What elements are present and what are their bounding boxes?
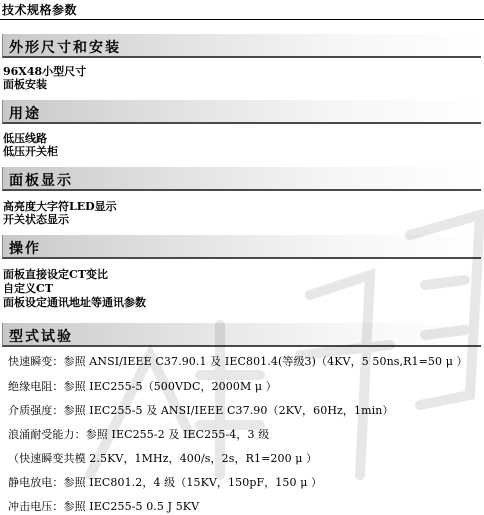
test-spec-line: 浪涌耐受能力：参照 IEC255-2 及 IEC255-4，3 级 [8,428,270,441]
spec-item: 高亮度大字符LED显示 [3,200,117,213]
test-spec-line: 介质强度：参照 IEC255-5 及 ANSI/IEEE C37.90（2KV，60Hz，1min） [8,404,394,417]
spec-item: 低压线路 [3,132,47,145]
spec-item: 低压开关柜 [3,145,58,158]
section-header-dimensions [2,34,481,58]
spec-item: 面板直接设定CT变比 [3,268,108,281]
document-title: 技术规格参数 [2,3,78,17]
section-header-type-tests [2,323,481,347]
section-header-application [2,100,481,124]
section-title: 型式试验 [9,329,73,345]
test-spec-line: 冲击电压：参照 IEC255-5 0.5 J 5KV [8,500,200,513]
test-spec-line: （快速瞬变共模 2.5KV，1MHz，400/s，2s，R1=200 μ ） [8,452,318,465]
section-header-display [2,167,481,191]
test-spec-line: 快速瞬变：参照 ANSI/IEEE C37.90.1 及 IEC801.4(等级3)（4KV，5 50ns,R1=50 μ ） [8,355,468,368]
test-spec-line: 绝缘电阻：参照 IEC255-5（500VDC，2000M μ ） [8,380,277,393]
section-title: 操作 [9,241,41,257]
spec-item: 自定义CT [3,282,53,295]
spec-item: 开关状态显示 [3,213,69,226]
title-divider [0,19,484,20]
spec-item: 面板设定通讯地址等通讯参数 [3,296,146,309]
section-header-operation [2,235,481,259]
spec-item: 面板安装 [3,78,47,91]
test-spec-line: 静电放电：参照 IEC801.2，4 级（15KV，150pF，150 μ ） [8,476,323,489]
section-title: 外形尺寸和安装 [9,40,121,56]
spec-item: 96X48小型尺寸 [3,65,87,78]
section-title: 面板显示 [9,173,73,189]
section-title: 用途 [9,106,41,122]
